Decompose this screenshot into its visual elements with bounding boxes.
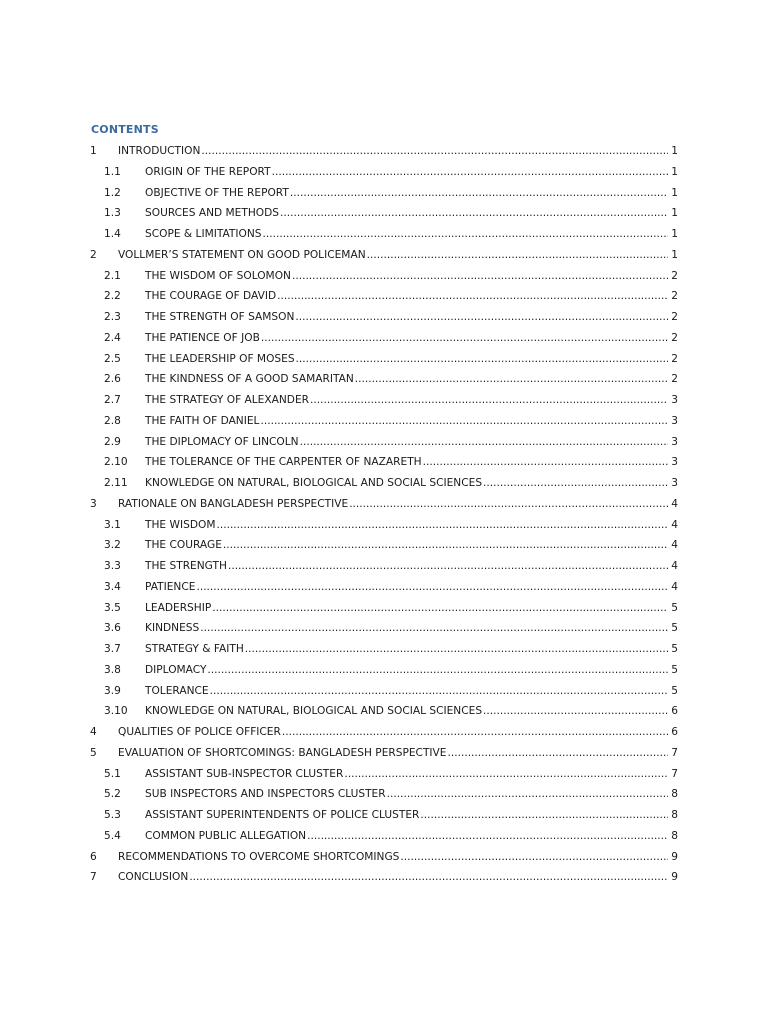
toc-entry-page-number[interactable]: 2	[671, 352, 678, 365]
toc-entry-number: 5.1	[104, 767, 121, 780]
toc-entry-title[interactable]: ASSISTANT SUPERINTENDENTS OF POLICE CLUSTER	[145, 809, 420, 821]
toc-dot-leader	[212, 598, 668, 619]
toc-entry-page-number[interactable]: 5	[671, 643, 678, 655]
toc-entry[interactable]	[90, 183, 678, 204]
toc-entry-page-number[interactable]: 8	[671, 829, 678, 842]
toc-entry-title[interactable]: THE LEADERSHIP OF MOSES	[145, 352, 295, 365]
toc-dot-leader	[261, 328, 668, 349]
toc-entry-page-number[interactable]: 7	[671, 746, 678, 759]
toc-entry-title[interactable]: KNOWLEDGE ON NATURAL, BIOLOGICAL AND SOCIAL SCIENCES	[145, 477, 483, 489]
toc-entry-number: 2	[90, 248, 97, 261]
toc-entry[interactable]	[90, 224, 678, 245]
toc-entry-title[interactable]: OBJECTIVE OF THE REPORT	[145, 186, 289, 199]
toc-entry-title[interactable]: THE COURAGE	[145, 539, 222, 552]
toc-dot-leader	[282, 722, 668, 743]
toc-dot-leader	[344, 764, 668, 785]
toc-entry[interactable]	[90, 286, 678, 307]
toc-entry-title[interactable]: STRATEGY & FAITH	[145, 643, 244, 655]
toc-entry-title[interactable]: SOURCES AND METHODS	[145, 207, 280, 220]
toc-entry[interactable]	[90, 681, 678, 702]
toc-entry[interactable]	[90, 473, 678, 494]
toc-entry-number: 2.10	[104, 456, 128, 469]
toc-entry-number: 4	[90, 726, 97, 738]
toc-dot-leader	[223, 535, 668, 556]
toc-entry-number: 2.9	[104, 435, 121, 448]
toc-dot-leader	[310, 390, 668, 411]
toc-dot-leader	[216, 515, 668, 536]
toc-entry-title[interactable]: THE KINDNESS OF A GOOD SAMARITAN	[145, 373, 354, 386]
toc-entry-title[interactable]: THE DIPLOMACY OF LINCOLN	[145, 435, 299, 448]
toc-entry-page-number[interactable]: 9	[671, 871, 678, 884]
toc-entry-number: 3.4	[104, 580, 121, 593]
toc-entry-page-number[interactable]: 1	[671, 228, 678, 240]
toc-entry-number: 2.6	[104, 373, 121, 386]
toc-entry-page-number[interactable]: 5	[671, 622, 678, 635]
toc-dot-leader	[262, 224, 668, 245]
toc-entry-number: 7	[90, 871, 97, 884]
toc-entry[interactable]	[90, 452, 678, 473]
toc-entry-title[interactable]: RECOMMENDATIONS TO OVERCOME SHORTCOMINGS	[118, 850, 400, 863]
toc-dot-leader	[277, 286, 668, 307]
toc-entry-page-number[interactable]: 3	[671, 456, 678, 469]
toc-entry-title[interactable]: EVALUATION OF SHORTCOMINGS: BANGLADESH PERSPECTIVE	[118, 746, 447, 759]
toc-entry-page-number[interactable]: 1	[671, 207, 678, 220]
toc-entry[interactable]	[90, 867, 678, 888]
toc-entry-title[interactable]: THE FAITH OF DANIEL	[145, 414, 260, 427]
toc-entry-number: 1	[90, 145, 97, 157]
toc-entry[interactable]	[90, 203, 678, 224]
toc-entry-page-number[interactable]: 2	[671, 290, 678, 303]
toc-entry[interactable]	[90, 743, 678, 764]
toc-entry[interactable]	[90, 805, 678, 826]
toc-entry-number: 2.11	[104, 477, 128, 489]
toc-entry-title[interactable]: DIPLOMACY	[145, 663, 207, 676]
toc-entry-title[interactable]: THE PATIENCE OF JOB	[145, 331, 260, 344]
toc-entry-title[interactable]: SUB INSPECTORS AND INSPECTORS CLUSTER	[145, 788, 386, 801]
toc-dot-leader	[210, 681, 668, 702]
toc-entry[interactable]	[90, 369, 678, 390]
toc-entry-number: 3.2	[104, 539, 121, 552]
toc-entry-number: 3.5	[104, 601, 121, 614]
toc-dot-leader	[272, 162, 668, 183]
toc-entry-title[interactable]: TOLERANCE	[145, 684, 209, 697]
toc-entry-title[interactable]: QUALITIES OF POLICE OFFICER	[118, 726, 281, 738]
toc-dot-leader	[483, 473, 668, 494]
toc-entry-page-number[interactable]: 1	[671, 186, 678, 199]
toc-dot-leader	[420, 805, 668, 826]
toc-entry[interactable]	[90, 847, 678, 868]
toc-entry-title[interactable]: THE WISDOM OF SOLOMON	[145, 269, 291, 282]
toc-entry[interactable]	[90, 494, 678, 515]
toc-dot-leader	[447, 743, 668, 764]
toc-entry-number: 3.1	[104, 518, 121, 531]
toc-entry[interactable]	[90, 245, 678, 266]
toc-entry-page-number[interactable]: 6	[671, 726, 678, 738]
toc-entry-number: 2.8	[104, 414, 121, 427]
toc-entry-page-number[interactable]: 5	[671, 684, 678, 697]
toc-dot-leader	[201, 141, 668, 162]
toc-entry-title[interactable]: THE STRENGTH	[145, 560, 227, 572]
toc-dot-leader	[189, 867, 668, 888]
toc-entry-number: 5.2	[104, 788, 121, 801]
toc-entry-page-number[interactable]: 3	[671, 435, 678, 448]
toc-entry-title[interactable]: THE TOLERANCE OF THE CARPENTER OF NAZARETH	[145, 456, 422, 469]
toc-entry-page-number[interactable]: 9	[671, 850, 678, 863]
toc-entry-page-number[interactable]: 6	[671, 705, 678, 718]
toc-entry-number: 3.7	[104, 643, 121, 655]
toc-dot-leader	[367, 245, 668, 266]
toc-entry-number: 1.1	[104, 165, 121, 178]
toc-entry-page-number[interactable]: 8	[671, 788, 678, 801]
toc-entry-number: 2.5	[104, 352, 121, 365]
toc-dot-leader	[423, 452, 668, 473]
toc-entry-number: 3.8	[104, 663, 121, 676]
toc-entry-title[interactable]: COMMON PUBLIC ALLEGATION	[145, 829, 307, 842]
toc-entry-page-number[interactable]: 4	[671, 518, 678, 531]
toc-entry-number: 3	[90, 497, 97, 510]
toc-entry-title[interactable]: PATIENCE	[145, 580, 196, 593]
toc-entry-number: 5	[90, 746, 97, 759]
toc-entry-title[interactable]: VOLLMER’S STATEMENT ON GOOD POLICEMAN	[118, 248, 366, 261]
toc-entry-page-number[interactable]: 4	[671, 539, 678, 552]
toc-entry[interactable]	[90, 784, 678, 805]
toc-dot-leader	[296, 349, 668, 370]
toc-entry-title[interactable]: THE COURAGE OF DAVID	[145, 290, 277, 303]
toc-dot-leader	[228, 556, 668, 577]
toc-entry-page-number[interactable]: 4	[671, 580, 678, 593]
toc-entry-title[interactable]: KINDNESS	[145, 622, 200, 635]
toc-dot-leader	[245, 639, 668, 660]
toc-entry[interactable]	[90, 618, 678, 639]
toc-entry-title[interactable]: THE STRENGTH OF SAMSON	[145, 311, 295, 323]
toc-entry-number: 5.4	[104, 829, 121, 842]
toc-entry-page-number[interactable]: 2	[671, 331, 678, 344]
toc-entry-page-number[interactable]: 4	[671, 497, 678, 510]
toc-entry-title[interactable]: THE STRATEGY OF ALEXANDER	[145, 394, 310, 406]
toc-entry-page-number[interactable]: 3	[671, 477, 678, 489]
toc-entry[interactable]	[90, 162, 678, 183]
toc-dot-leader	[355, 369, 668, 390]
toc-entry-number: 5.3	[104, 809, 121, 821]
toc-entry[interactable]	[90, 141, 678, 162]
toc-entry-number: 2.3	[104, 311, 121, 323]
toc-entry-page-number[interactable]: 1	[671, 165, 678, 178]
toc-entry[interactable]	[90, 764, 678, 785]
toc-entry[interactable]	[90, 328, 678, 349]
toc-entry-title[interactable]: ASSISTANT SUB-INSPECTOR CLUSTER	[145, 767, 344, 780]
toc-entry-title[interactable]: KNOWLEDGE ON NATURAL, BIOLOGICAL AND SOCIAL SCIENCES	[145, 705, 483, 718]
toc-dot-leader	[295, 307, 668, 328]
toc-entry[interactable]	[90, 535, 678, 556]
toc-entry-page-number[interactable]: 2	[671, 373, 678, 386]
toc-entry-number: 3.9	[104, 684, 121, 697]
toc-entry-title[interactable]: RATIONALE ON BANGLADESH PERSPECTIVE	[118, 497, 349, 510]
toc-entry[interactable]	[90, 556, 678, 577]
toc-entry-number: 6	[90, 850, 97, 863]
toc-dot-leader	[290, 183, 668, 204]
toc-entry-number: 3.10	[104, 705, 128, 718]
toc-entry-title[interactable]: THE WISDOM	[145, 518, 216, 531]
toc-entry[interactable]	[90, 701, 678, 722]
toc-dot-leader	[387, 784, 668, 805]
toc-entry-page-number[interactable]: 1	[671, 248, 678, 261]
toc-list	[90, 141, 678, 888]
toc-entry[interactable]	[90, 432, 678, 453]
toc-heading: CONTENTS	[91, 123, 159, 136]
toc-entry[interactable]	[90, 826, 678, 847]
toc-dot-leader	[292, 266, 668, 287]
toc-entry-title[interactable]: INTRODUCTION	[118, 145, 201, 157]
toc-entry-page-number[interactable]: 4	[671, 560, 678, 572]
toc-entry[interactable]	[90, 349, 678, 370]
toc-entry-number: 1.4	[104, 228, 121, 240]
toc-dot-leader	[300, 432, 668, 453]
toc-entry-page-number[interactable]: 3	[671, 414, 678, 427]
toc-dot-leader	[196, 577, 668, 598]
toc-entry[interactable]	[90, 266, 678, 287]
toc-entry-number: 2.1	[104, 269, 121, 282]
toc-entry[interactable]	[90, 390, 678, 411]
toc-entry[interactable]	[90, 722, 678, 743]
toc-entry-page-number[interactable]: 2	[671, 311, 678, 323]
toc-entry-page-number[interactable]: 8	[671, 809, 678, 821]
toc-entry-number: 1.2	[104, 186, 121, 199]
toc-dot-leader	[280, 203, 668, 224]
toc-entry-title[interactable]: SCOPE & LIMITATIONS	[145, 228, 262, 240]
toc-dot-leader	[200, 618, 668, 639]
toc-entry-title[interactable]: LEADERSHIP	[145, 601, 212, 614]
toc-entry-page-number[interactable]: 2	[671, 269, 678, 282]
toc-entry[interactable]	[90, 639, 678, 660]
toc-entry[interactable]	[90, 598, 678, 619]
toc-entry-page-number[interactable]: 5	[671, 601, 678, 614]
toc-entry-number: 2.2	[104, 290, 121, 303]
toc-entry-number: 2.4	[104, 331, 121, 344]
toc-entry[interactable]	[90, 515, 678, 536]
toc-entry-number: 1.3	[104, 207, 121, 220]
toc-entry-number: 2.7	[104, 394, 121, 406]
toc-entry-page-number[interactable]: 7	[671, 767, 678, 780]
toc-entry-page-number[interactable]: 5	[671, 663, 678, 676]
toc-dot-leader	[260, 411, 668, 432]
toc-entry[interactable]	[90, 411, 678, 432]
toc-entry-number: 3.3	[104, 560, 121, 572]
toc-entry-number: 3.6	[104, 622, 121, 635]
toc-dot-leader	[483, 701, 668, 722]
toc-entry-title[interactable]: ORIGIN OF THE REPORT	[145, 165, 271, 178]
toc-entry[interactable]	[90, 577, 678, 598]
toc-dot-leader	[349, 494, 668, 515]
toc-entry-page-number[interactable]: 1	[671, 145, 678, 157]
toc-entry-page-number[interactable]: 3	[671, 394, 678, 406]
toc-dot-leader	[307, 826, 668, 847]
toc-entry-title[interactable]: CONCLUSION	[118, 871, 189, 884]
toc-dot-leader	[207, 660, 668, 681]
toc-entry[interactable]	[90, 307, 678, 328]
toc-entry[interactable]	[90, 660, 678, 681]
toc-dot-leader	[400, 847, 668, 868]
